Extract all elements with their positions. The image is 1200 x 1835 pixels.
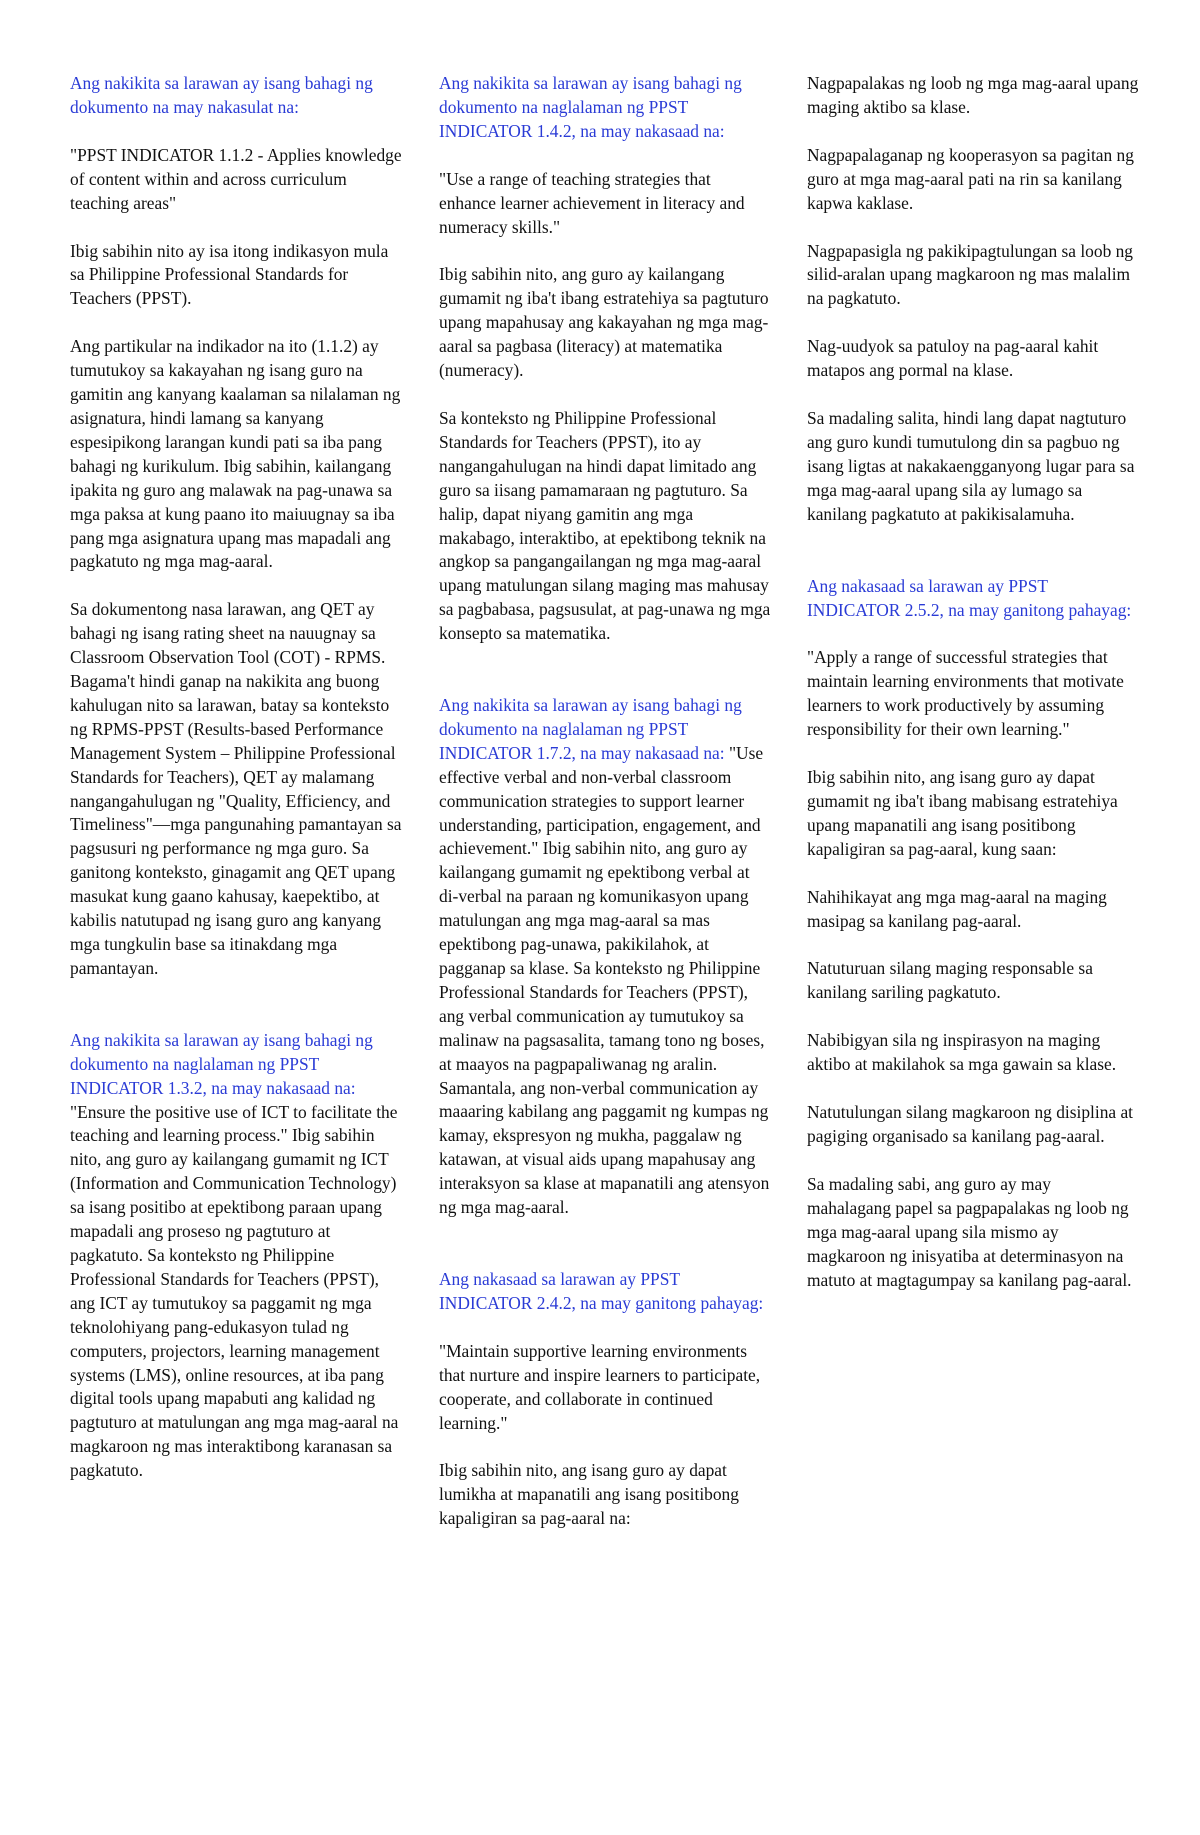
paragraph: Natutulungan silang magkaroon ng disiplina at pagiging organisado sa kanilang pag-aaral. (807, 1102, 1134, 1146)
section-heading: Ang nakikita sa larawan ay isang bahagi ng dokumento na naglalaman ng PPST INDICATOR 1.7.2, na may nakasaad na: (439, 695, 742, 763)
paragraph: Sa madaling sabi, ang guro ay may mahalagang papel sa pagpapalakas ng loob ng mga mag-aaral upang sila mismo ay magkaroon ng inisyatiba at determinasyon na matuto at magtagumpay sa kanilang pag-aaral. (807, 1173, 1132, 1290)
paragraph: "Maintain supportive learning environments that nurture and inspire learners to participate, cooperate, and collaborate in continued learning." (439, 1340, 761, 1433)
column-3 (807, 72, 1139, 1316)
paragraph (807, 575, 1139, 623)
column-2 (439, 72, 771, 1555)
paragraph: Sa madaling salita, hindi lang dapat nagtuturo ang guro kundi tumutulong din sa pagbuo ng isang ligtas at nakakaengganyong lugar para sa mga mag-aaral upang sila ay lumago sa kanilang pagkatuto at pakikisalamuha. (807, 408, 1135, 524)
section-heading: Ang nakasaad sa larawan ay PPST INDICATOR 2.5.2, na may ganitong pahayag: (807, 575, 1132, 620)
paragraph (439, 1268, 771, 1316)
paragraph: Ang partikular na indikador na ito (1.1.2) ay tumutukoy sa kakayahan ng isang guro na gamitin ang kanyang kaalaman sa nilalaman ng asignatura, hindi lamang sa kanyang espesipikong larangan kundi pati sa iba pang bahagi ng kurikulum. Ibig sabihin, kailangang ipakita ng guro ang malawak na pag-unawa sa mga paksa at kung paano ito maiuugnay sa iba pang mga asignatura upang mas mapadali ang pagkatuto ng mga mag-aaral. (70, 336, 401, 572)
paragraph: Ibig sabihin nito, ang guro ay kailangang gumamit ng iba't ibang estratehiya sa pagtuturo upang mapahusay ang kakayahan ng mga mag-aaral sa pagbasa (literacy) at matematika (numeracy). (439, 264, 769, 381)
paragraph: Nagpapalaganap ng kooperasyon sa pagitan ng guro at mga mag-aaral pati na rin sa kanilang kapwa kaklase. (807, 144, 1134, 213)
paragraph: Nag-uudyok sa patuloy na pag-aaral kahit matapos ang pormal na klase. (807, 336, 1099, 381)
section-heading: Ang nakikita sa larawan ay isang bahagi ng dokumento na naglalaman ng PPST INDICATOR 1.4.2, na may nakasaad na: (439, 73, 742, 141)
section-body: "Use effective verbal and non-verbal classroom communication strategies to support learner understanding, participation, engagement, and achievement." Ibig sabihin nito, ang guro ay kailangang gumamit ng epektibong verbal at di-verbal na paraan ng komunikasyon upang matulungan ang mga mag-aaral sa mas epektibong pag-unawa, pakikilahok, at pagganap sa klase. Sa konteksto ng Philippine Professional Standards for Teachers (PPST), ang verbal communication ay tumutukoy sa malinaw na pagsasalita, tamang tono ng boses, at maayos na pagpapaliwanag ng aralin. Samantala, ang non-verbal communication ay maaaring kabilang ang paggamit ng kumpas ng kamay, ekspresyon ng mukha, paggalaw ng katawan, at visual aids upang mapahusay ang interaksyon sa klase at mapanatili ang atensyon ng mga mag-aaral. (439, 742, 770, 1218)
paragraph: Nabibigyan sila ng inspirasyon na maging aktibo at makilahok sa mga gawain sa klase. (807, 1030, 1117, 1075)
section-heading: Ang nakikita sa larawan ay isang bahagi ng dokumento na may nakasulat na: (70, 73, 373, 117)
paragraph: Natuturuan silang maging responsable sa kanilang sariling pagkatuto. (807, 958, 1093, 1003)
paragraph: Sa dokumentong nasa larawan, ang QET ay bahagi ng isang rating sheet na nauugnay sa Classroom Observation Tool (COT) - RPMS. Bagama't hindi ganap na nakikita ang buong kahulugan nito sa larawan, batay sa konteksto ng RPMS-PPST (Results-based Performance Management System – Philippine Professional Standards for Teachers), QET ay malamang nangangahulugan ng "Quality, Efficiency, and Timeliness"—mga pangunahing pamantayan sa pagsusuri ng performance ng mga guro. Sa ganitong konteksto, ginagamit ang QET upang masukat kung gaano kahusay, kaepektibo, at kabilis natutupad ng isang guro ang kanyang mga tungkulin base sa itinakdang mga pamantayan. (70, 599, 402, 978)
paragraph: Ibig sabihin nito, ang isang guro ay dapat lumikha at mapanatili ang isang positibong kapaligiran sa pag-aaral na: (439, 1460, 739, 1529)
paragraph: "Apply a range of successful strategies that maintain learning environments that motivate learners to work productively by assuming responsibility for their own learning." (807, 647, 1124, 740)
paragraph: "Use a range of teaching strategies that enhance learner achievement in literacy and numeracy skills." (439, 168, 745, 237)
paragraph: Ibig sabihin nito, ang isang guro ay dapat gumamit ng iba't ibang mabisang estratehiya upang mapanatili ang isang positibong kapaligiran sa pag-aaral, kung saan: (807, 767, 1118, 859)
paragraph (70, 1029, 402, 1483)
paragraph (439, 72, 771, 144)
paragraph: Sa konteksto ng Philippine Professional Standards for Teachers (PPST), ito ay nangangahulugan na hindi dapat limitado ang guro sa iisang pamamaraan ng pagtuturo. Sa halip, dapat niyang gamitin ang mga makabago, interaktibo, at epektibong teknik na angkop sa pangangailangan ng mga mag-aaral upang matulungan silang maging mas mahusay sa pagbabasa, pagsusulat, at pag-unawa ng mga konsepto sa matematika. (439, 407, 771, 644)
column-1 (70, 72, 402, 1507)
paragraph (70, 72, 402, 120)
section-body: "Ensure the positive use of ICT to facilitate the teaching and learning process." Ibig sabihin nito, ang guro ay kailangang gumamit ng ICT (Information and Communication Technology) sa isang positibo at epektibong paraan upang mapadali ang proseso ng pagtuturo at pagkatuto. Sa konteksto ng Philippine Professional Standards for Teachers (PPST), ang ICT ay tumutukoy sa paggamit ng mga teknolohiyang pang-edukasyon tulad ng computers, projectors, learning management systems (LMS), online resources, at iba pang digital tools upang mapabuti ang kalidad ng pagtuturo at matulungan ang mga mag-aaral na magkaroon ng mas interaktibong karanasan sa pagkatuto. (70, 1101, 399, 1481)
paragraph: "PPST INDICATOR 1.1.2 - Applies knowledge of content within and across curriculum teaching areas" (70, 144, 402, 213)
paragraph: Ibig sabihin nito ay isa itong indikasyon mula sa Philippine Professional Standards for Teachers (PPST). (70, 240, 389, 309)
paragraph: Nahihikayat ang mga mag-aaral na maging masipag sa kanilang pag-aaral. (807, 886, 1107, 931)
paragraph (439, 694, 771, 1220)
paragraph: Nagpapasigla ng pakikipagtulungan sa loob ng silid-aralan upang magkaroon ng mas malalim na pagkatuto. (807, 240, 1134, 309)
section-heading: Ang nakasaad sa larawan ay PPST INDICATOR 2.4.2, na may ganitong pahayag: (439, 1268, 764, 1313)
paragraph: Nagpapalakas ng loob ng mga mag-aaral upang maging aktibo sa klase. (807, 73, 1139, 117)
section-heading: Ang nakikita sa larawan ay isang bahagi ng dokumento na naglalaman ng PPST INDICATOR 1.3.2, na may nakasaad na: (70, 1029, 373, 1098)
